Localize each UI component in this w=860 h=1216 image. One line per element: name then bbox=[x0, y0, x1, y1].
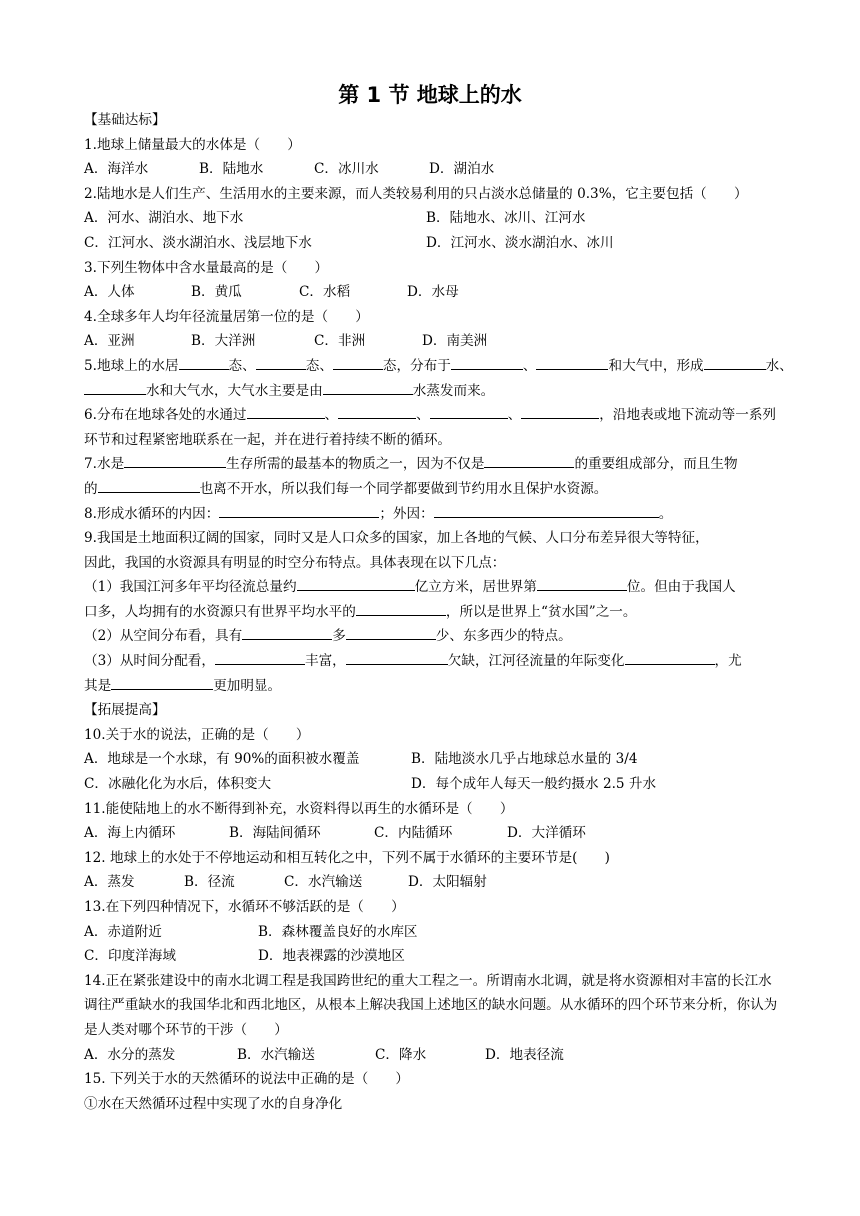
question-13-options-row-2 bbox=[84, 944, 784, 969]
question-5-text: 水蒸发而来。 bbox=[412, 382, 495, 399]
question-9-text: 丰富， bbox=[305, 653, 346, 670]
answer-blank[interactable] bbox=[98, 478, 200, 493]
question-9-text: （1）我国江河多年平均径流总量约 bbox=[84, 579, 297, 596]
question-3-options bbox=[84, 280, 784, 305]
question-2-stem: 2.陆地水是人们生产、生活用水的主要来源，而人类较易利用的只占淡水总储量的 0.3%，它主要包括（ ） bbox=[84, 185, 748, 202]
question-11-options bbox=[84, 821, 784, 846]
option-c: C．非洲 bbox=[314, 333, 366, 350]
option-a: A．地球是一个水球，有 90%的面积被水覆盖 bbox=[84, 751, 360, 768]
option-c: C．江河水、淡水湖泊水、浅层地下水 bbox=[84, 234, 312, 251]
question-6-text: 、 bbox=[507, 407, 522, 424]
option-d: D．地表径流 bbox=[485, 1046, 564, 1063]
question-5-text: 、 bbox=[522, 357, 537, 374]
question-1-options bbox=[84, 157, 784, 182]
question-6-line-1 bbox=[84, 403, 784, 428]
question-9-text: （2）从空间分布看，具有 bbox=[84, 628, 243, 645]
question-9-intro-1: 9.我国是土地面积辽阔的国家，同时又是人口众多的国家，加上各地的气候、人口分布差异很大等特征， bbox=[84, 530, 709, 547]
answer-blank[interactable] bbox=[256, 355, 306, 370]
option-c: C．印度洋海域 bbox=[84, 948, 176, 965]
question-5-text: 5.地球上的水居 bbox=[84, 357, 179, 374]
option-a: A．赤道附近 bbox=[84, 923, 162, 940]
option-c: C．降水 bbox=[375, 1046, 427, 1063]
answer-blank[interactable] bbox=[297, 576, 415, 591]
question-5-text: 态、 bbox=[228, 357, 256, 374]
option-b: B．海陆间循环 bbox=[229, 825, 321, 842]
answer-blank[interactable] bbox=[521, 404, 599, 419]
question-2-options-row-1 bbox=[84, 206, 784, 231]
question-7-text: 7.水是 bbox=[84, 456, 125, 473]
option-d: D．南美洲 bbox=[422, 333, 488, 350]
answer-blank[interactable] bbox=[356, 601, 446, 616]
answer-blank[interactable] bbox=[536, 355, 608, 370]
answer-blank[interactable] bbox=[704, 355, 766, 370]
question-11-stem: 11.能使陆地上的水不断得到补充，水资料得以再生的水循环是（ ） bbox=[84, 800, 514, 817]
question-7-text: 的 bbox=[84, 480, 98, 497]
answer-blank[interactable] bbox=[179, 355, 229, 370]
option-b: B．水汽输送 bbox=[237, 1046, 315, 1063]
question-8-text: ；外因： bbox=[379, 505, 434, 522]
question-6-line-2: 环节和过程紧密地联系在一起，并在进行着持续不断的循环。 bbox=[84, 431, 452, 448]
page-title: 第 1 节 地球上的水 bbox=[338, 83, 522, 107]
question-9-text: 欠缺，江河径流量的年际变化 bbox=[447, 653, 625, 670]
question-7-line-2 bbox=[84, 477, 784, 502]
answer-blank[interactable] bbox=[434, 503, 659, 518]
answer-blank[interactable] bbox=[124, 453, 226, 468]
question-6-text: ，沿地表或地下流动等一系列 bbox=[599, 407, 777, 424]
option-c: C．内陆循环 bbox=[374, 825, 453, 842]
question-5-text: 态、 bbox=[305, 357, 333, 374]
answer-blank[interactable] bbox=[247, 404, 325, 419]
question-13-options-row-1 bbox=[84, 920, 784, 945]
question-15-item-1: ①水在天然循环过程中实现了水的自身净化 bbox=[84, 1095, 343, 1112]
question-6-text: 、 bbox=[324, 407, 339, 424]
option-d: D．湖泊水 bbox=[429, 161, 495, 178]
question-9-text: 更加明显。 bbox=[213, 677, 282, 694]
option-b: B．黄瓜 bbox=[191, 284, 242, 301]
answer-blank[interactable] bbox=[346, 650, 448, 665]
section-heading-basic: 【基础达标】 bbox=[84, 112, 166, 128]
question-5-line-1 bbox=[84, 354, 793, 379]
question-9-text: 多 bbox=[332, 628, 346, 645]
question-5-text: 水、 bbox=[765, 357, 793, 374]
question-7-line-1 bbox=[84, 452, 784, 477]
question-5-text: 态，分布于 bbox=[382, 357, 451, 374]
question-5-line-2 bbox=[84, 379, 784, 404]
option-a: A．海上内循环 bbox=[84, 825, 176, 842]
question-7-text: 的重要组成部分，而且生物 bbox=[574, 456, 738, 473]
answer-blank[interactable] bbox=[537, 576, 627, 591]
question-5-text: 和大气中，形成 bbox=[608, 357, 704, 374]
option-d: D．大洋循环 bbox=[507, 825, 586, 842]
option-d: D．江河水、淡水湖泊水、冰川 bbox=[426, 234, 614, 251]
answer-blank[interactable] bbox=[333, 355, 383, 370]
question-8 bbox=[84, 502, 784, 527]
question-9-text: 位。但由于我国人 bbox=[626, 579, 736, 596]
answer-blank[interactable] bbox=[323, 380, 413, 395]
option-a: A．蒸发 bbox=[84, 874, 135, 891]
question-9-part-3-line-2 bbox=[84, 674, 784, 699]
option-d: D．地表裸露的沙漠地区 bbox=[258, 948, 405, 965]
option-a: A．人体 bbox=[84, 284, 135, 301]
question-7-text: 也离不开水，所以我们每一个同学都要做到节约用水且保护水资源。 bbox=[199, 480, 608, 497]
option-a: A．海洋水 bbox=[84, 161, 149, 178]
question-10-options-row-2 bbox=[84, 772, 784, 797]
question-3-stem: 3.下列生物体中含水量最高的是（ ） bbox=[84, 259, 329, 276]
answer-blank[interactable] bbox=[625, 650, 715, 665]
option-c: C．冰川水 bbox=[314, 161, 379, 178]
answer-blank[interactable] bbox=[430, 404, 508, 419]
option-c: C．水汽输送 bbox=[284, 874, 363, 891]
question-2-options-row-2 bbox=[84, 231, 784, 256]
question-4-stem: 4.全球多年人均年径流量居第一位的是（ ） bbox=[84, 308, 369, 325]
question-9-text: 口多，人均拥有的水资源只有世界平均水平的 bbox=[84, 603, 356, 620]
question-8-text: 8.形成水循环的内因： bbox=[84, 505, 220, 522]
answer-blank[interactable] bbox=[346, 625, 436, 640]
question-9-text: （3）从时间分配看， bbox=[84, 653, 215, 670]
option-b: B．陆地淡水几乎占地球总水量的 3/4 bbox=[411, 751, 638, 768]
answer-blank[interactable] bbox=[338, 404, 416, 419]
question-9-text: ，所以是世界上“贫水国”之一。 bbox=[445, 603, 637, 620]
question-9-intro-2: 因此，我国的水资源具有明显的时空分布特点。具体表现在以下几点： bbox=[84, 554, 506, 571]
answer-blank[interactable] bbox=[111, 675, 213, 690]
question-9-part-1-line-1 bbox=[84, 575, 784, 600]
answer-blank[interactable] bbox=[84, 380, 146, 395]
option-b: B．径流 bbox=[184, 874, 235, 891]
question-9-part-1-line-2 bbox=[84, 600, 784, 625]
option-d: D．每个成年人每天一般约摄水 2.5 升水 bbox=[411, 776, 657, 793]
option-a: A．亚洲 bbox=[84, 333, 135, 350]
question-9-part-2 bbox=[84, 624, 784, 649]
answer-blank[interactable] bbox=[242, 625, 332, 640]
option-b: B．森林覆盖良好的水库区 bbox=[258, 923, 418, 940]
option-b: B．大洋洲 bbox=[191, 333, 256, 350]
section-heading-extend: 【拓展提高】 bbox=[84, 702, 166, 719]
question-9-part-3-line-1 bbox=[84, 649, 784, 674]
option-b: B．陆地水、冰川、江河水 bbox=[426, 210, 586, 227]
question-8-text: 。 bbox=[658, 505, 673, 522]
option-a: A．河水、湖泊水、地下水 bbox=[84, 210, 244, 227]
question-6-text: 、 bbox=[416, 407, 430, 424]
question-9-text: 少、东多西少的特点。 bbox=[435, 628, 572, 645]
question-10-stem: 10.关于水的说法，正确的是（ ） bbox=[84, 726, 310, 743]
question-13-stem: 13.在下列四种情况下，水循环不够活跃的是（ ） bbox=[84, 899, 405, 915]
answer-blank[interactable] bbox=[215, 650, 305, 665]
question-15-stem: 15. 下列关于水的天然循环的说法中正确的是（ ） bbox=[84, 1071, 410, 1088]
worksheet-content bbox=[84, 108, 793, 1116]
option-c: C．水稻 bbox=[299, 284, 351, 301]
option-a: A．水分的蒸发 bbox=[84, 1046, 176, 1063]
answer-blank[interactable] bbox=[484, 453, 574, 468]
question-9-text: 其是 bbox=[84, 677, 112, 694]
question-12-stem: 12. 地球上的水处于不停地运动和相互转化之中，下列不属于水循环的主要环节是( ) bbox=[84, 849, 610, 866]
answer-blank[interactable] bbox=[451, 355, 523, 370]
option-b: B．陆地水 bbox=[199, 161, 264, 178]
question-14-options bbox=[84, 1043, 784, 1068]
option-d: D．水母 bbox=[407, 284, 459, 301]
question-9-text: ，尤 bbox=[714, 653, 742, 670]
question-1-stem: 1.地球上储量最大的水体是（ ） bbox=[84, 136, 301, 153]
question-10-options-row-1 bbox=[84, 747, 784, 772]
answer-blank[interactable] bbox=[219, 503, 379, 518]
question-6-text: 6.分布在地球各处的水通过 bbox=[84, 407, 247, 424]
option-d: D．太阳辐射 bbox=[408, 874, 487, 891]
question-4-options bbox=[84, 329, 784, 354]
option-c: C．冰融化化为水后，体积变大 bbox=[84, 776, 272, 793]
question-9-text: 亿立方米，居世界第 bbox=[414, 579, 537, 596]
question-5-text: 水和大气水，大气水主要是由 bbox=[146, 382, 323, 399]
question-14-stem: 14.正在紧张建设中的南水北调工程是我国跨世纪的重大工程之一。所谓南水北调，就是将水资源相对丰富的长江水调往严重缺水的我国华北和西北地区，从根本上解决我国上述地区的缺水问题。从水循环的四个环节来分析，你认为是人类对哪个环节的干涉（ ） bbox=[84, 972, 778, 1038]
question-12-options bbox=[84, 870, 784, 895]
question-7-text: 生存所需的最基本的物质之一，因为不仅是 bbox=[226, 456, 485, 473]
